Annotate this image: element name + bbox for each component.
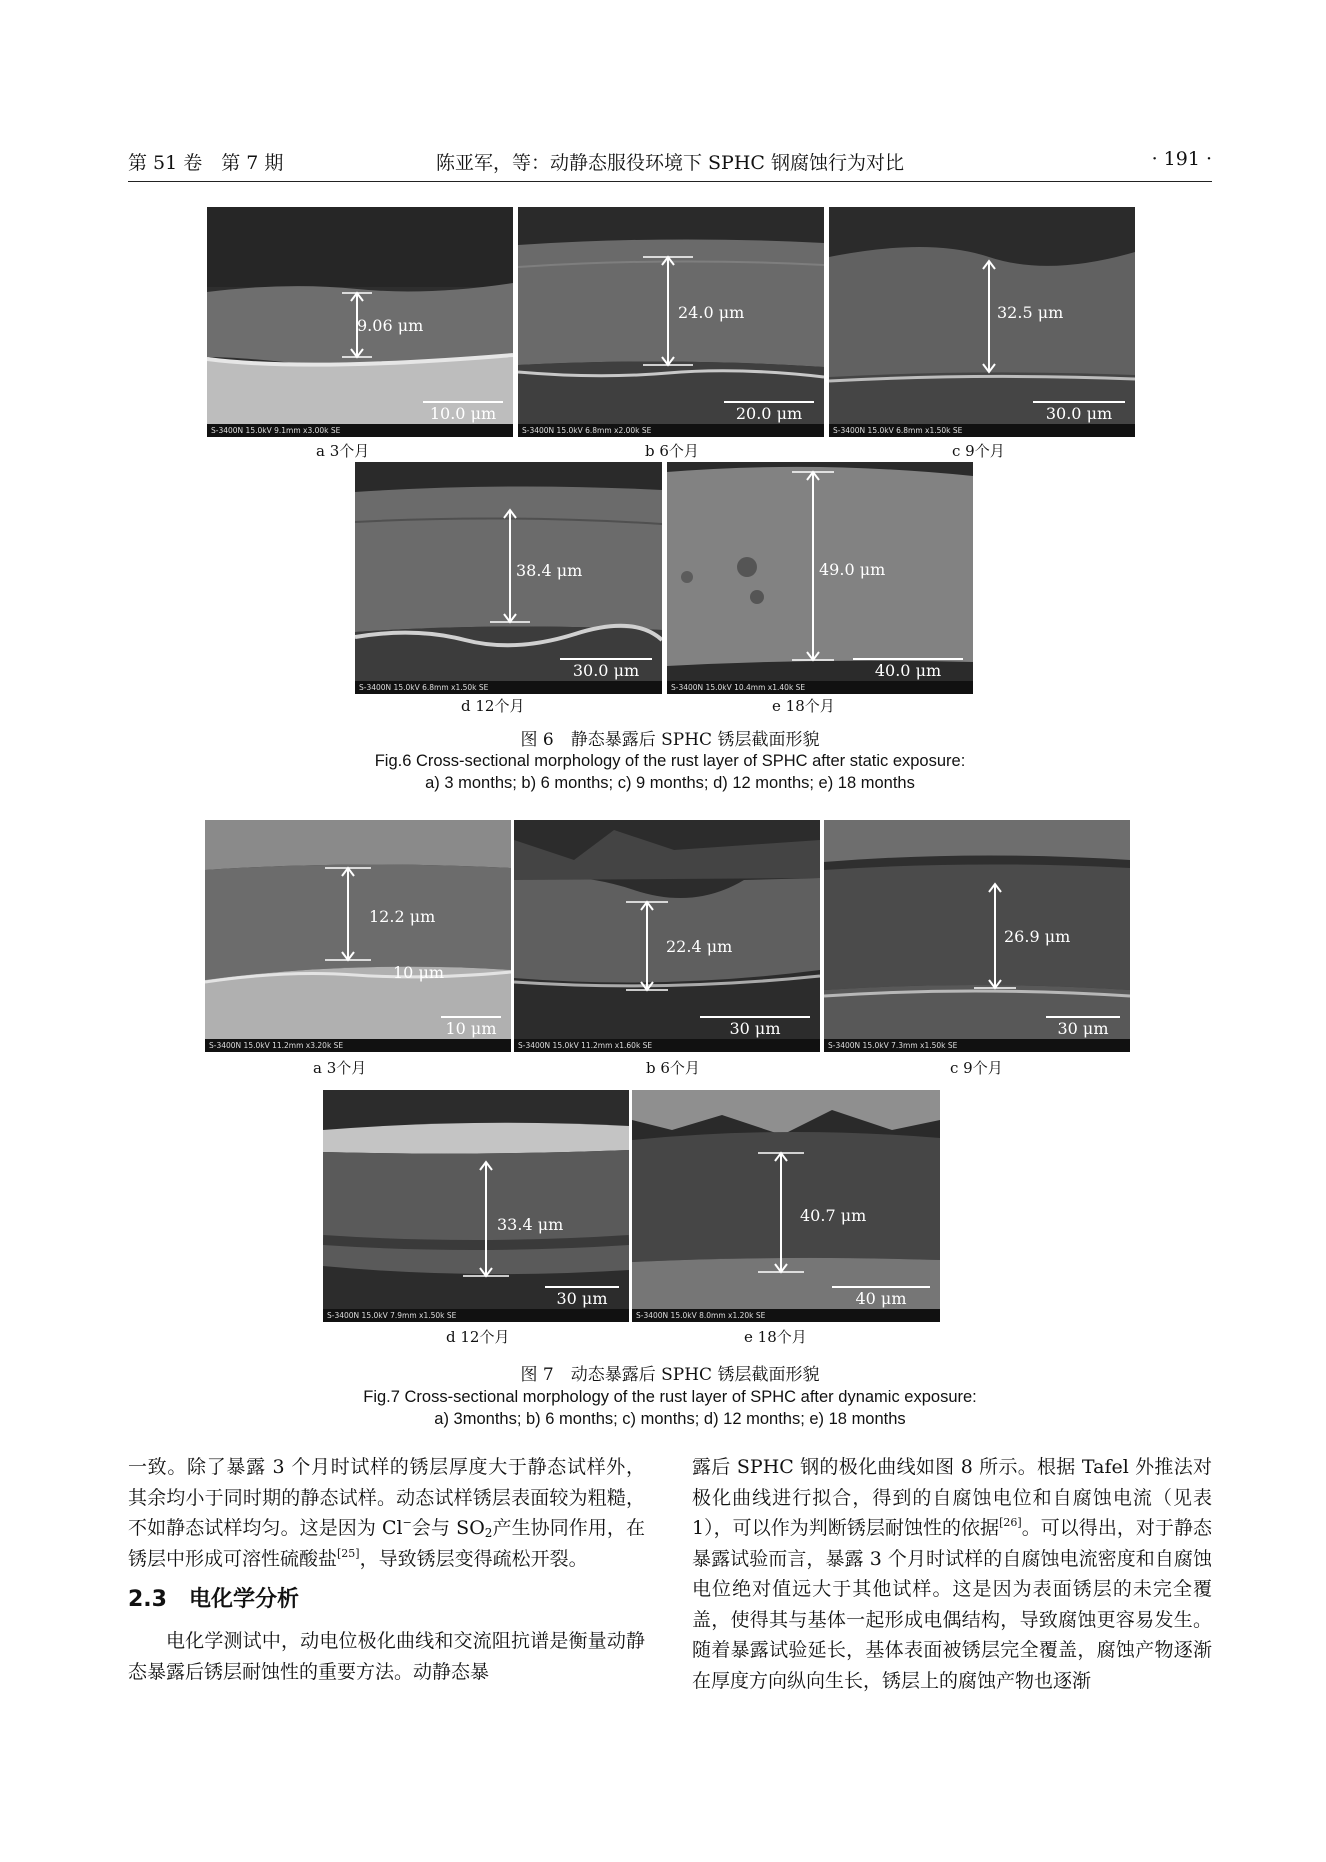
volume-issue: 第 51 卷 第 7 期	[128, 152, 284, 174]
fig6-caption-cn: 图 6 静态暴露后 SPHC 锈层截面形貌	[520, 730, 820, 750]
thickness-label: 38.4 μm	[516, 561, 583, 580]
fig7-caption-cn: 图 7 动态暴露后 SPHC 锈层截面形貌	[520, 1365, 820, 1385]
scale-bar: 20.0 μm	[724, 401, 814, 423]
fig7-label-c: c 9个月	[950, 1059, 1003, 1077]
sem-info-bar: S-3400N 15.0kV 10.4mm x1.40k SE	[667, 681, 973, 694]
sem-info-bar: S-3400N 15.0kV 11.2mm x3.20k SE	[205, 1039, 511, 1052]
sem-info-bar: S-3400N 15.0kV 6.8mm x1.50k SE	[829, 424, 1135, 437]
fig7-label-a: a 3个月	[313, 1059, 367, 1077]
sem-info-bar: S-3400N 15.0kV 11.2mm x1.60k SE	[514, 1039, 820, 1052]
page-number: · 191 ·	[1151, 148, 1212, 170]
right-column	[692, 1452, 1212, 1696]
thickness-label: 24.0 μm	[678, 303, 745, 322]
paragraph: 电化学测试中，动电位极化曲线和交流阻抗谱是衡量动静态暴露后锈层耐蚀性的重要方法。动静态暴	[128, 1630, 645, 1683]
fig6-label-d: d 12个月	[461, 697, 525, 715]
fig7-label-d: d 12个月	[446, 1328, 510, 1346]
scale-bar: 40.0 μm	[853, 658, 963, 680]
thickness-label: 33.4 μm	[497, 1215, 564, 1234]
paragraph: 一致。除了暴露 3 个月时试样的锈层厚度大于静态试样外，其余均小于同时期的静态试样。动态试样锈层表面较为粗糙，不如静态试样均匀。这是因为 Cl−会与 $SO_2$产生协同作用，在锈层中形成可溶性硫酸盐[25]，导致锈层变得疏松开裂。	[128, 1456, 645, 1570]
sem-info-bar: S-3400N 15.0kV 7.9mm x1.50k SE	[323, 1309, 629, 1322]
fig7-caption-en-2: a) 3months; b) 6 months; c) months; d) 12 months; e) 18 months	[434, 1410, 906, 1428]
running-header	[128, 148, 1212, 182]
fig6-caption-en-2: a) 3 months; b) 6 months; c) 9 months; d) 12 months; e) 18 months	[425, 774, 915, 792]
left-column	[128, 1452, 645, 1687]
thickness-label: 12.2 μm	[369, 907, 436, 926]
thickness-label: 26.9 μm	[1004, 927, 1071, 946]
citation[interactable]: [25]	[337, 1546, 360, 1560]
fig6-caption-en-1: Fig.6 Cross-sectional morphology of the rust layer of SPHC after static exposure:	[374, 752, 966, 770]
thickness-label: 40.7 μm	[800, 1206, 867, 1225]
scale-note: 10 μm	[393, 963, 445, 982]
fig6-panel-d	[355, 462, 662, 694]
fig7-caption-en-1: Fig.7 Cross-sectional morphology of the rust layer of SPHC after dynamic exposure:	[363, 1388, 977, 1406]
section-heading: 2.3 电化学分析	[128, 1587, 299, 1612]
citation[interactable]: [26]	[999, 1516, 1022, 1529]
fig6-label-e: e 18个月	[772, 697, 835, 715]
fig6-label-c: c 9个月	[952, 442, 1005, 460]
fig7-panel-a	[205, 820, 511, 1052]
thickness-label: 9.06 μm	[357, 316, 424, 335]
running-title: 陈亚军，等：动静态服役环境下 SPHC 钢腐蚀行为对比	[436, 152, 904, 174]
fig6-label-a: a 3个月	[316, 442, 370, 460]
fig7-label-e: e 18个月	[744, 1328, 807, 1346]
scale-bar: 10.0 μm	[423, 401, 503, 423]
sem-info-bar: S-3400N 15.0kV 7.3mm x1.50k SE	[824, 1039, 1130, 1052]
thickness-label: 32.5 μm	[997, 303, 1064, 322]
scale-bar: 30 μm	[1046, 1016, 1120, 1038]
paragraph: 露后 SPHC 钢的极化曲线如图 8 所示。根据 Tafel 外推法对极化曲线进行拟合，得到的自腐蚀电位和自腐蚀电流（见表 1），可以作为判断锈层耐蚀性的依据[26]。可以得出，对于静态暴露试验而言，暴露 3 个月时试样的自腐蚀电流密度和自腐蚀电位绝对值远大于其他试样。这是因为表面锈层的未完全覆盖，使得其与基体一起形成电偶结构，导致腐蚀更容易发生。随着暴露试验延长，基体表面被锈层完全覆盖，腐蚀产物逐渐在厚度方向纵向生长，锈层上的腐蚀产物也逐渐	[692, 1456, 1212, 1692]
sem-info-bar: S-3400N 15.0kV 8.0mm x1.20k SE	[632, 1309, 940, 1322]
sem-info-bar: S-3400N 15.0kV 6.8mm x1.50k SE	[355, 681, 662, 694]
scale-bar: 10 μm	[441, 1016, 501, 1038]
fig6-panel-a	[207, 207, 513, 437]
thickness-label: 49.0 μm	[819, 560, 886, 579]
fig7-panel-d	[323, 1090, 629, 1322]
scale-bar: 40 μm	[832, 1286, 930, 1308]
scale-bar: 30 μm	[700, 1016, 810, 1038]
fig7-label-b: b 6个月	[646, 1059, 700, 1077]
fig7-panel-c	[824, 820, 1130, 1052]
fig6-panel-e	[667, 462, 973, 694]
fig7-panel-b	[514, 820, 820, 1052]
fig6-panel-c	[829, 207, 1135, 437]
sem-info-bar: S-3400N 15.0kV 9.1mm x3.00k SE	[207, 424, 513, 437]
thickness-label: 22.4 μm	[666, 937, 733, 956]
header-rule	[128, 181, 1212, 182]
scale-bar: 30 μm	[545, 1286, 619, 1308]
fig6-panel-b	[518, 207, 824, 437]
scale-bar: 30.0 μm	[560, 658, 652, 680]
fig6-label-b: b 6个月	[645, 442, 699, 460]
fig7-panel-e	[632, 1090, 940, 1322]
scale-bar: 30.0 μm	[1033, 401, 1125, 423]
sem-info-bar: S-3400N 15.0kV 6.8mm x2.00k SE	[518, 424, 824, 437]
